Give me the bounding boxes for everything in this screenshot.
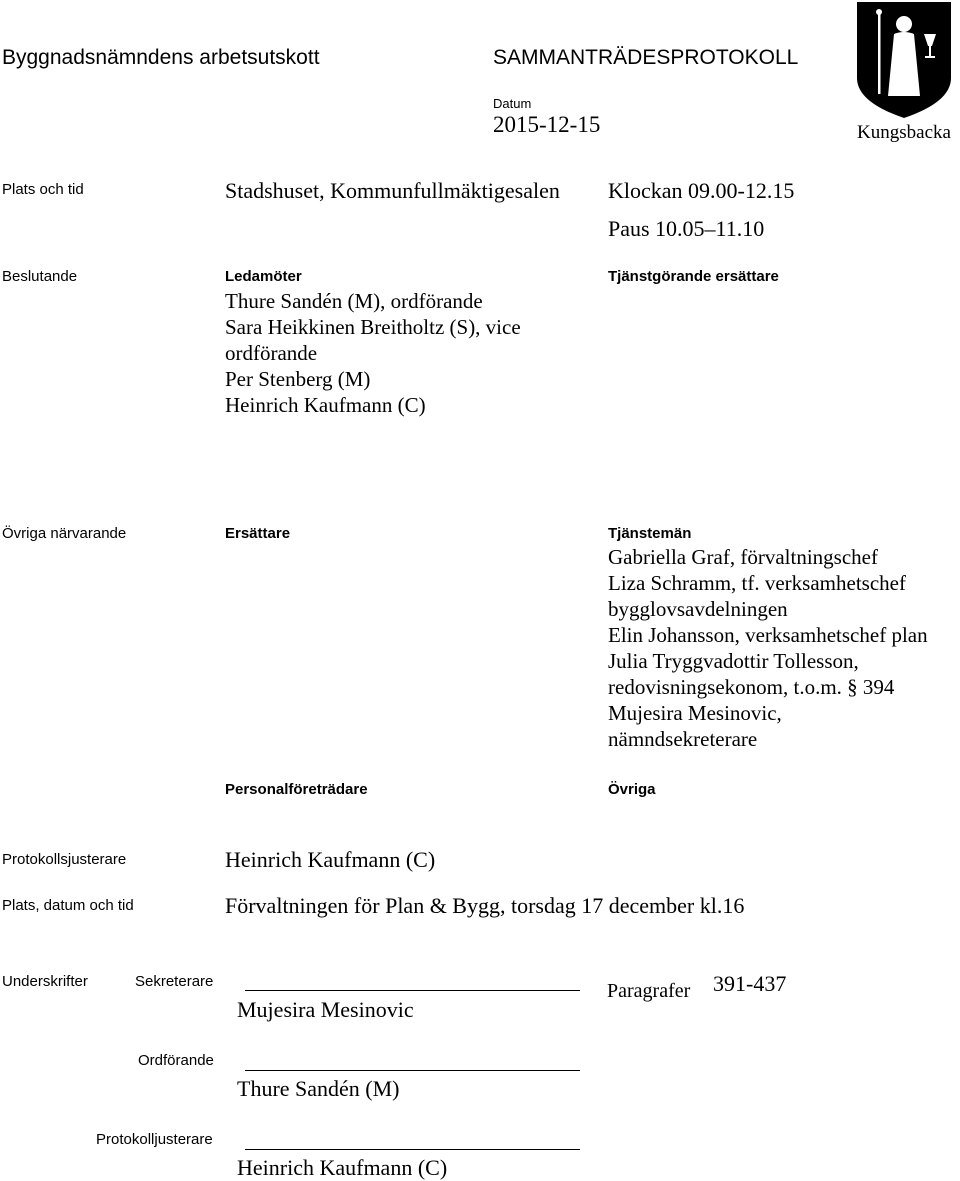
officials-heading: Tjänstemän [608, 525, 692, 542]
pause-value: Paus 10.05–11.10 [608, 216, 765, 241]
paragraphs-value: 391-437 [713, 971, 787, 996]
secretary-name: Mujesira Mesinovic [237, 997, 414, 1022]
member-line: Thure Sandén (M), ordförande [225, 289, 483, 313]
signatures-label: Underskrifter [2, 973, 88, 990]
secretary-signature-line [245, 990, 580, 991]
members-heading: Ledamöter [225, 268, 302, 285]
member-line: Per Stenberg (M) [225, 367, 371, 391]
chair-signature-line [245, 1070, 580, 1071]
chair-role: Ordförande [138, 1052, 214, 1069]
adjuster-label: Protokollsjusterare [2, 851, 127, 868]
decision-makers-label: Beslutande [2, 268, 78, 285]
kungsbacka-logo [848, 0, 960, 148]
time-value: Klockan 09.00-12.15 [608, 178, 795, 203]
chair-name: Thure Sandén (M) [237, 1076, 400, 1101]
member-line: Heinrich Kaufmann (C) [225, 393, 426, 417]
staff-representatives-heading: Personalföreträdare [225, 781, 368, 798]
place-value: Stadshuset, Kommunfullmäktigesalen [225, 178, 560, 203]
official-line: bygglovsavdelningen [608, 597, 788, 621]
official-line: Gabriella Graf, förvaltningschef [608, 545, 878, 569]
committee-title: Byggnadsnämndens arbetsutskott [2, 46, 320, 69]
place-label: Plats och tid [2, 181, 84, 198]
member-line: ordförande [225, 341, 318, 365]
adjuster-role: Protokolljusterare [96, 1131, 213, 1148]
officials-list [608, 544, 928, 752]
adjuster-value: Heinrich Kaufmann (C) [225, 847, 436, 872]
official-line: Mujesira Mesinovic, [608, 701, 782, 725]
serving-substitutes-heading: Tjänstgörande ersättare [608, 268, 779, 285]
date-label: Datum [493, 96, 532, 111]
member-line: Sara Heikkinen Breitholtz (S), vice [225, 315, 521, 339]
coat-of-arms-icon [848, 0, 960, 148]
paragraphs-label: Paragrafer [607, 980, 691, 1002]
official-line: Julia Tryggvadottir Tollesson, [608, 649, 859, 673]
others-present-label: Övriga närvarande [2, 525, 127, 542]
official-line: Elin Johansson, verksamhetschef plan [608, 623, 928, 647]
adjuster-name: Heinrich Kaufmann (C) [237, 1155, 448, 1180]
official-line: redovisningsekonom, t.o.m. § 394 [608, 675, 895, 699]
substitutes-heading: Ersättare [225, 525, 291, 542]
members-list [225, 288, 521, 418]
other-attendees-heading: Övriga [608, 781, 656, 798]
place-time-label: Plats, datum och tid [2, 897, 134, 914]
place-time-value: Förvaltningen för Plan & Bygg, torsdag 17 december kl.16 [225, 893, 745, 918]
logo-wordmark: Kungsbacka [857, 122, 951, 143]
document-type: SAMMANTRÄDESPROTOKOLL [493, 46, 799, 69]
adjuster-signature-line [245, 1149, 580, 1150]
official-line: nämndsekreterare [608, 727, 758, 751]
date-value: 2015-12-15 [493, 112, 601, 137]
secretary-role: Sekreterare [135, 973, 214, 990]
official-line: Liza Schramm, tf. verksamhetschef [608, 571, 906, 595]
